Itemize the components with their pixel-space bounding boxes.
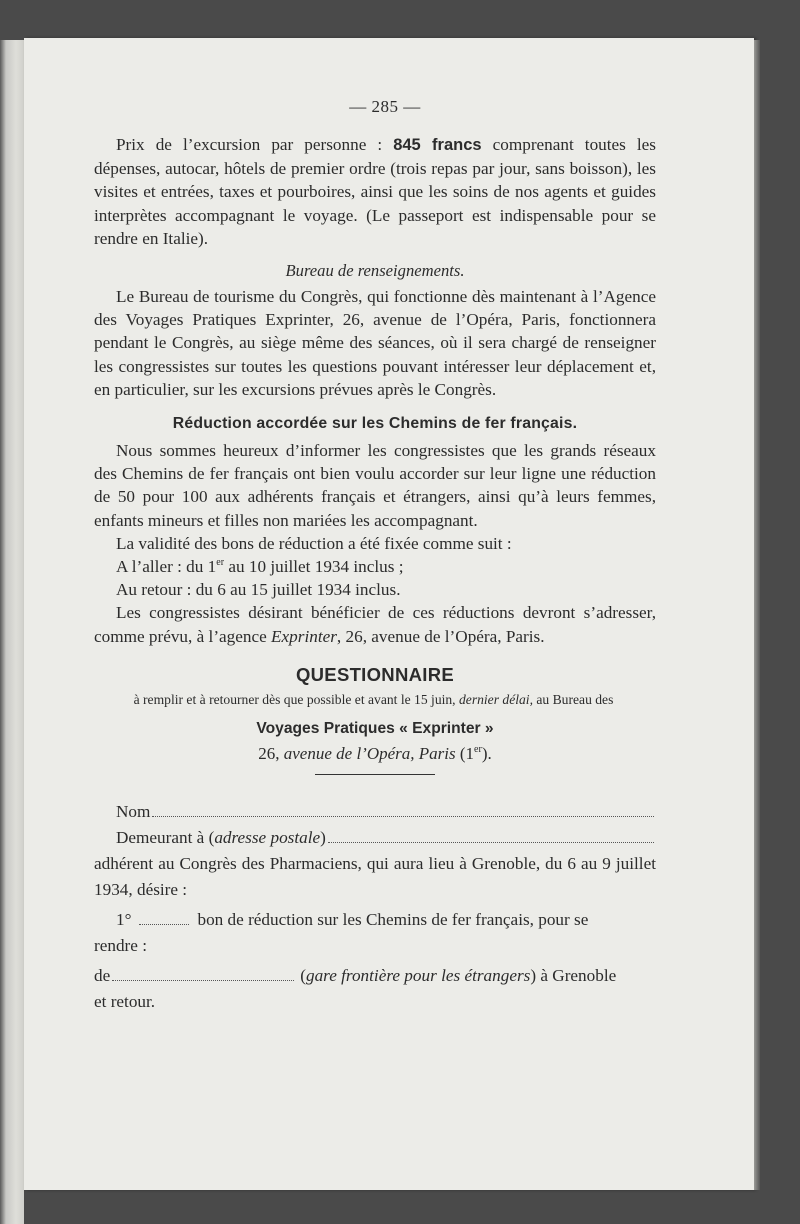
departure-station-field[interactable] [112, 980, 294, 981]
book-gutter [0, 40, 24, 1224]
bureau-heading: Bureau de renseignements. [285, 261, 465, 281]
section-divider [315, 774, 435, 775]
reduction-aller: A l’aller : du 1er au 10 juillet 1934 inclus ; [116, 557, 404, 577]
nom-field[interactable] [152, 816, 654, 817]
retour-text: et retour. [94, 991, 156, 1011]
form-item-line [94, 907, 656, 933]
questionnaire-title: QUESTIONNAIRE [295, 663, 455, 685]
item-text: bon de réduction sur les Chemins de fer français, pour se [197, 909, 589, 929]
rendre-text: rendre : [94, 935, 147, 955]
form-demeurant-line [94, 825, 656, 851]
questionnaire-organization: Voyages Pratiques « Exprinter » [256, 719, 494, 737]
questionnaire-address: 26, avenue de l’Opéra, Paris (1er). [258, 743, 492, 763]
reduction-validity: La validité des bons de réduction a été fixée comme suit : [116, 533, 512, 553]
excursion-price-paragraph: Prix de l’excursion par personne : 845 francs comprenant toutes les dépenses, autocar, hôtels de premier ordre (trois repas par jour, sans boisson), les visites et entrées, taxes et pourboires, ainsi que les soins de nos agents et guides interprètes accompagnant le voyage. (Le passeport est indispensable pour se rendre en Italie). [94, 135, 656, 248]
address-field[interactable] [328, 842, 654, 843]
questionnaire-instruction: à remplir et à retourner dès que possible et avant le 15 juin, dernier délai, au Bureau des [133, 691, 614, 707]
form-de-line [94, 963, 656, 989]
adherent-text: adhérent au Congrès des Pharmaciens, qui aura lieu à Grenoble, du 6 au 9 juillet 1934, désire : [94, 853, 656, 899]
page-number: — 285 — [349, 97, 421, 116]
quantity-field[interactable] [139, 924, 189, 925]
page-content [94, 97, 656, 1015]
item-number: 1° [116, 909, 132, 929]
price-amount: 845 francs [393, 136, 482, 154]
gare-text: (gare frontière pour les étrangers) à Grenoble [300, 965, 617, 985]
bureau-paragraph: Le Bureau de tourisme du Congrès, qui fonctionne dès maintenant à l’Agence des Voyages Pratiques Exprinter, 26, avenue de l’Opéra, Paris, fonctionnera pendant le Congrès, au siège même des séances, où il sera chargé de renseigner les congressistes sur toutes les questions pouvant intéresser leur déplacement et, en particulier, sur les excursions prévues après le Congrès. [94, 287, 656, 399]
reduction-heading: Réduction accordée sur les Chemins de fer français. [172, 415, 578, 433]
reduction-retour: Au retour : du 6 au 15 juillet 1934 inclus. [116, 580, 401, 600]
form-nom-line [94, 799, 656, 825]
reduction-final-paragraph: Les congressistes désirant bénéficier de ces réductions devront s’adresser, comme prévu, à l’agence Exprinter, 26, avenue de l’Opéra, Paris. [94, 603, 656, 646]
reduction-paragraph: Nous sommes heureux d’informer les congressistes que les grands réseaux des Chemins de fer français ont bien voulu accorder sur leur ligne une réduction de 50 pour 100 aux adhérents français et étrangers, ainsi qu’à leurs femmes, enfants mineurs et filles non mariées les accompagnant. [94, 441, 656, 530]
nom-label: Nom [116, 801, 151, 821]
de-label: de [94, 965, 111, 985]
page-edge-shadow [754, 40, 760, 1190]
demeurant-label: Demeurant à (adresse postale) [116, 827, 326, 847]
